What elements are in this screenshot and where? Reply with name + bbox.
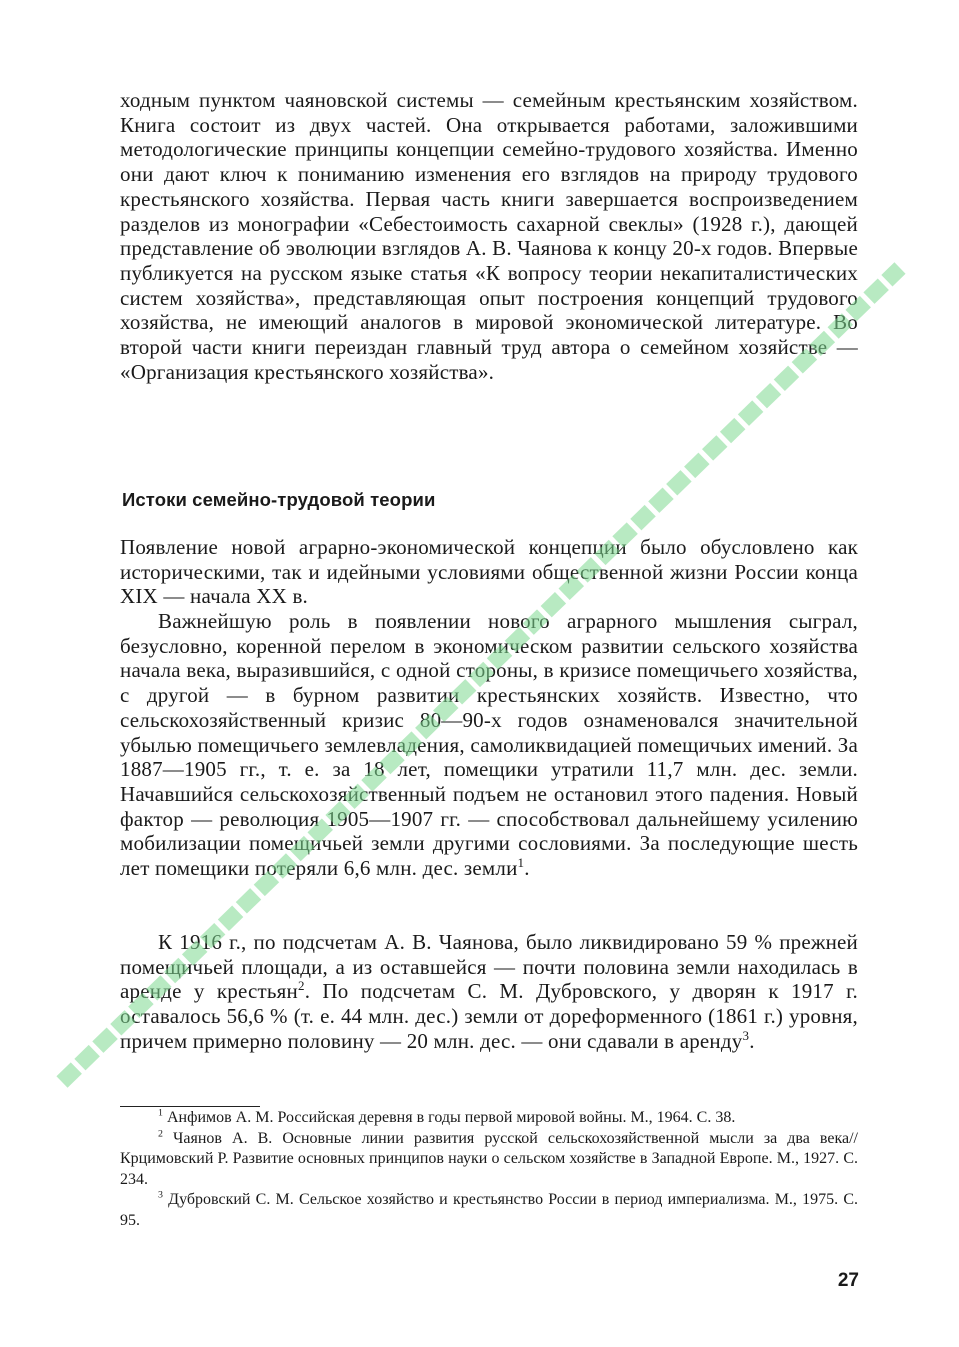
footnote-text: Дубровский С. М. Сельское хозяйство и крестьянство России в период империализма. М., 1975. С. 95. — [120, 1191, 859, 1229]
footnote-1 — [120, 1108, 858, 1129]
footnote-divider — [120, 1106, 260, 1107]
footnote-mark: 2 — [158, 1128, 163, 1140]
section-heading: Истоки семейно-трудовой теории — [122, 489, 436, 510]
footnote-ref-1[interactable]: 1 — [517, 855, 525, 871]
page-number: 27 — [837, 1270, 859, 1291]
footnote-ref-2[interactable]: 2 — [297, 978, 305, 994]
paragraph-end: . — [749, 1028, 755, 1053]
footnote-text: Чаянов А. В. Основные линии развития русской сельскохозяйственной мысли за два века// Крцимовский Р. Развитие основных принципов науки о сельском хозяйстве в Западной Европе. М., 1927. С. 234. — [120, 1129, 859, 1188]
footnote-ref-3[interactable]: 3 — [742, 1027, 750, 1043]
footnote-text: Анфимов А. М. Российская деревня в годы первой мировой войны. М., 1964. С. 38. — [166, 1109, 736, 1126]
intro-paragraph: ходным пунктом чаяновской системы — семейным крестьянским хозяйством. Книга состоит из двух частей. Она открывается работами, заложившими методологические принципы концепции семейно-трудового хозяйства. Именно они дают ключ к пониманию изменения его взглядов на природу трудового крестьянского хозяйства. Первая часть книги завершается воспроизведением разделов из монографии «Себестоимость сахарной свеклы» (1928 г.), дающей представление об эволюции взглядов А. В. Чаянова к концу 20-х годов. Впервые публикуется на русском языке статья «К вопросу теории некапиталистических систем хозяйства», представляющая опыт построения концепций трудового хозяйства, не имеющий аналогов в мировой экономической литературе. Во второй части книги переиздан главный труд автора о семейном хозяйстве — «Организация крестьянского хозяйства». — [120, 88, 858, 384]
body-paragraph-2 — [120, 609, 858, 881]
paragraph-end: . — [524, 856, 530, 881]
footnotes — [120, 1108, 858, 1231]
paragraph-text: К 1916 г., по подсчетам А. В. Чаянова, было ликвидировано 59 % прежней помещичьей площади, а из оставшейся — почти половина земли находилась в аренде у крестьян — [120, 930, 858, 1004]
body-paragraph-1: Появление новой аграрно-экономической концепции было обусловлено как историческими, так и идейными условиями общественной жизни России конца XIX — начала XX в. — [120, 535, 858, 609]
paragraph-text: . По подсчетам С. М. Дубровского, у дворян к 1917 г. оставалось 56,6 % (т. е. 44 млн. дес.) земли от дореформенного (1861 г.) уровня, причем примерно половину — 20 млн. дес. — они сдавали в аренду — [120, 979, 858, 1053]
body-paragraph-3 — [120, 930, 858, 1054]
paragraph-text: Важнейшую роль в появлении нового аграрного мышления сыграл, безусловно, коренной перелом в экономическом развитии сельского хозяйства начала века, выразившийся, с одной стороны, в кризисе помещичьего хозяйства, с другой — в бурном развитии крестьянских хозяйств. Известно, что сельскохозяйственный кризис 80—90-х годов ознаменовался значительной убылью помещичьего землевладения, самоликвидацией помещичьих имений. За 1887—1905 гг., т. е. за 18 лет, помещики утратили 11,7 млн. дес. земли. Начавшийся сельскохозяйственный подъем не остановил этого падения. Новый фактор — революция 1905—1907 гг. — способствовал дальнейшему усилению мобилизации помещичьей земли другими сословиями. За последующие шесть лет помещики потеряли 6,6 млн. дес. земли — [120, 609, 858, 881]
footnote-mark: 1 — [158, 1107, 163, 1119]
footnote-3 — [120, 1190, 858, 1231]
footnote-mark: 3 — [158, 1189, 163, 1201]
footnote-2 — [120, 1129, 858, 1191]
